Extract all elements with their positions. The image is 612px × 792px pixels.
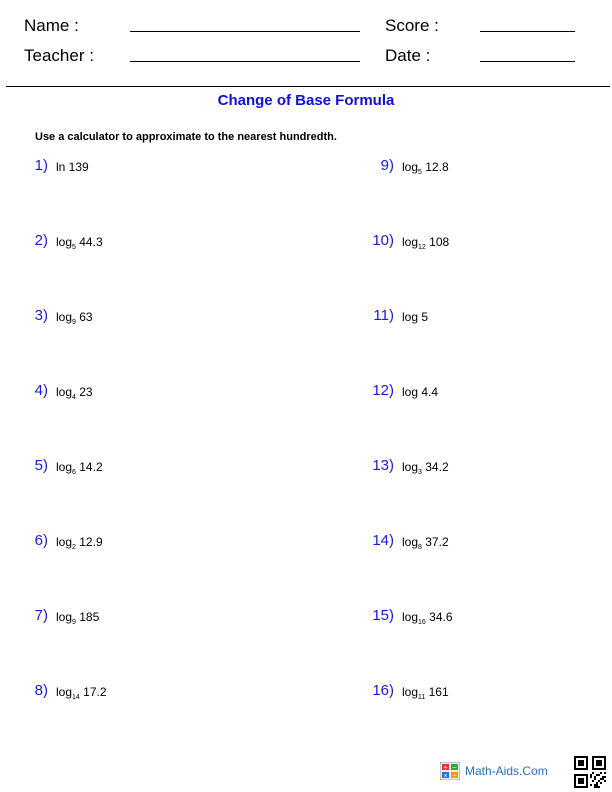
problem-item xyxy=(0,682,260,702)
log-function: log xyxy=(402,460,419,474)
log-function: log xyxy=(402,310,419,324)
problem-number: 8) xyxy=(34,682,48,699)
problem-number: 2) xyxy=(34,232,48,249)
problem-expression xyxy=(56,232,103,252)
log-base: 5 xyxy=(72,244,76,251)
log-base: 16 xyxy=(418,619,426,626)
log-function: log xyxy=(56,310,73,324)
problem-expression xyxy=(402,532,449,552)
svg-text:+: + xyxy=(442,764,449,772)
svg-text:−: − xyxy=(451,764,458,772)
log-function: log xyxy=(402,610,419,624)
problem-item xyxy=(346,307,606,327)
problem-item xyxy=(346,682,606,702)
problem-item xyxy=(0,157,260,177)
log-argument: 34.2 xyxy=(421,460,449,474)
log-argument: 63 xyxy=(75,310,93,324)
name-field[interactable] xyxy=(130,31,360,32)
problem-item xyxy=(346,232,606,252)
date-field[interactable] xyxy=(480,61,575,62)
problem-item xyxy=(0,382,260,402)
log-function: log xyxy=(56,460,73,474)
problem-expression xyxy=(56,607,99,627)
problem-number: 4) xyxy=(34,382,48,399)
log-argument: 12.8 xyxy=(421,160,449,174)
log-base: 9 xyxy=(72,319,76,326)
log-base: 4 xyxy=(72,394,76,401)
name-label: Name : xyxy=(24,16,79,35)
log-argument: 44.3 xyxy=(75,235,103,249)
log-function: log xyxy=(402,385,419,399)
log-function: log xyxy=(56,235,73,249)
log-argument: 4.4 xyxy=(418,385,439,399)
log-base: 11 xyxy=(418,694,426,701)
problem-number: 15) xyxy=(372,607,394,624)
score-label: Score : xyxy=(385,16,439,35)
log-function: log xyxy=(402,535,419,549)
log-argument: 108 xyxy=(425,235,450,249)
problem-expression xyxy=(402,232,449,252)
log-base: 9 xyxy=(72,619,76,626)
problem-item xyxy=(0,532,260,552)
log-argument: 34.6 xyxy=(425,610,453,624)
problem-item xyxy=(346,382,606,402)
problem-number: 14) xyxy=(372,532,394,549)
problem-number: 5) xyxy=(34,457,48,474)
log-function: log xyxy=(56,610,73,624)
log-argument: 23 xyxy=(75,385,93,399)
problem-item xyxy=(346,157,606,177)
problem-expression xyxy=(56,682,107,702)
log-argument: 139 xyxy=(65,160,89,174)
log-base: 5 xyxy=(418,169,422,176)
log-argument: 37.2 xyxy=(421,535,449,549)
problem-item xyxy=(346,607,606,627)
log-base: 8 xyxy=(418,544,422,551)
problem-expression xyxy=(402,307,428,327)
problem-expression xyxy=(402,382,438,402)
brand-name: Math-Aids.Com xyxy=(465,764,548,778)
worksheet-title: Change of Base Formula xyxy=(217,92,395,109)
log-function: log xyxy=(56,535,73,549)
problem-item xyxy=(0,232,260,252)
log-base: 2 xyxy=(72,544,76,551)
problem-number: 16) xyxy=(372,682,394,699)
log-argument: 17.2 xyxy=(79,685,107,699)
problem-number: 9) xyxy=(380,157,394,174)
score-field[interactable] xyxy=(480,31,575,32)
log-argument: 5 xyxy=(418,310,429,324)
teacher-label: Teacher : xyxy=(24,46,94,65)
problem-expression xyxy=(56,457,103,477)
teacher-field[interactable] xyxy=(130,61,360,62)
problem-expression xyxy=(402,607,453,627)
log-function: log xyxy=(402,685,419,699)
log-function: log xyxy=(56,385,73,399)
problem-number: 3) xyxy=(34,307,48,324)
log-base: 12 xyxy=(418,244,426,251)
problem-expression xyxy=(56,307,93,327)
problem-expression xyxy=(402,457,449,477)
svg-text:÷: ÷ xyxy=(451,772,458,780)
problem-number: 12) xyxy=(372,382,394,399)
problem-expression xyxy=(56,532,103,552)
log-function: log xyxy=(56,685,73,699)
problem-number: 7) xyxy=(34,607,48,624)
problem-item xyxy=(0,307,260,327)
svg-text:×: × xyxy=(442,772,449,780)
problem-number: 11) xyxy=(373,307,394,324)
problem-number: 1) xyxy=(34,157,48,174)
instructions: Use a calculator to approximate to the nearest hundredth. xyxy=(35,131,337,143)
log-base: 14 xyxy=(72,694,80,701)
problem-expression xyxy=(402,682,449,702)
date-label: Date : xyxy=(385,46,431,65)
log-argument: 14.2 xyxy=(75,460,103,474)
problem-expression xyxy=(56,157,89,177)
header-divider xyxy=(6,86,610,87)
qr-code-icon xyxy=(574,756,606,788)
log-base: 3 xyxy=(418,469,422,476)
log-base: 6 xyxy=(72,469,76,476)
log-function: ln xyxy=(56,160,66,174)
log-function: log xyxy=(402,160,419,174)
problem-number: 10) xyxy=(372,232,394,249)
problem-number: 13) xyxy=(372,457,394,474)
log-argument: 12.9 xyxy=(75,535,103,549)
log-argument: 161 xyxy=(425,685,449,699)
problem-item xyxy=(346,532,606,552)
problem-item xyxy=(0,457,260,477)
problem-item xyxy=(346,457,606,477)
log-function: log xyxy=(402,235,419,249)
problem-expression xyxy=(402,157,449,177)
problem-expression xyxy=(56,382,93,402)
log-argument: 185 xyxy=(75,610,100,624)
problem-item xyxy=(0,607,260,627)
calculator-icon xyxy=(440,762,460,780)
problem-number: 6) xyxy=(34,532,48,549)
